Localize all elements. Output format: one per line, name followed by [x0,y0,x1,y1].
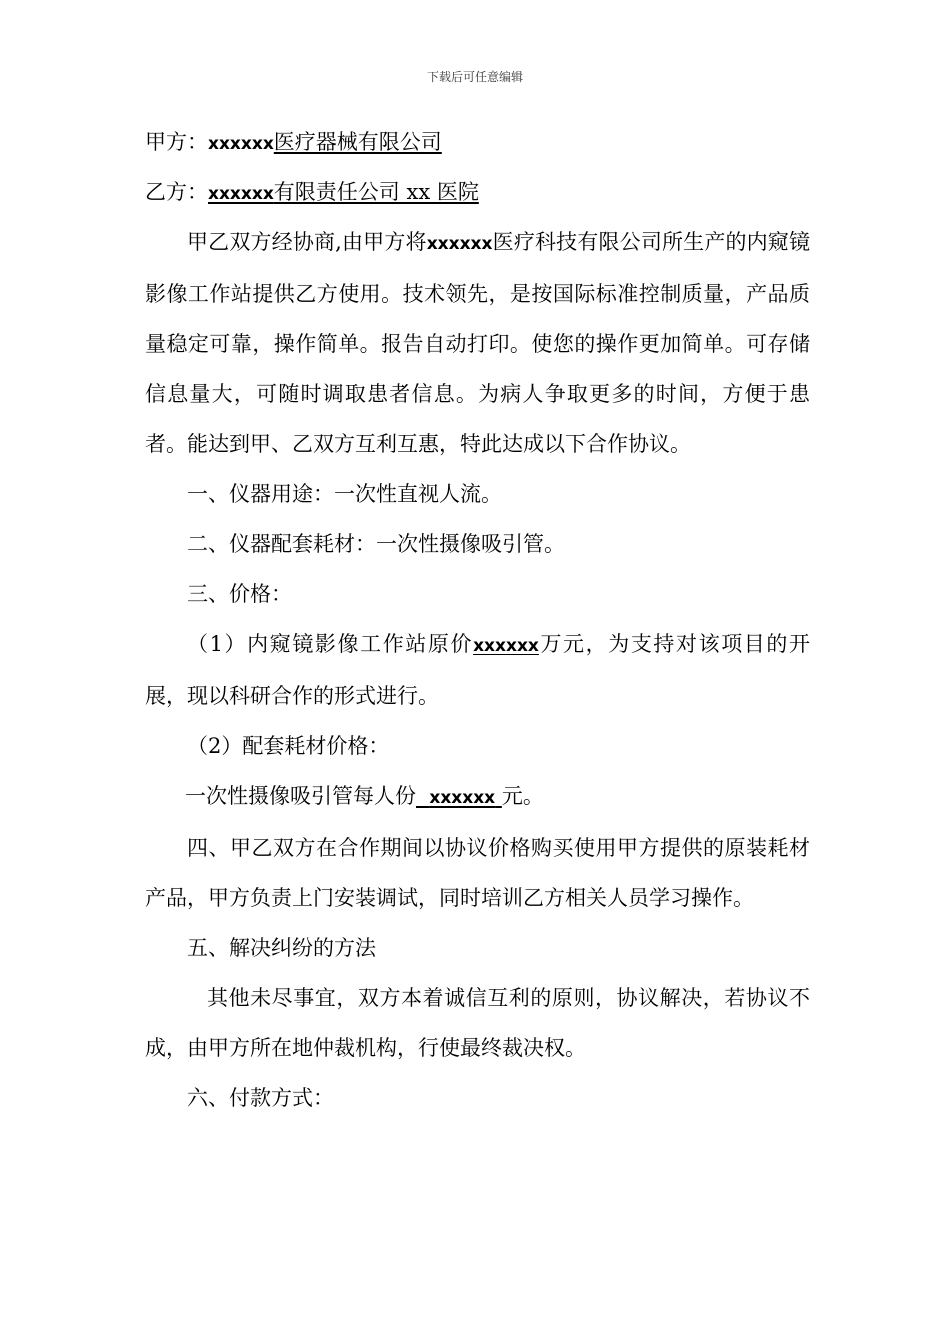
consumable-part2: 元。 [501,784,544,808]
party-b-line [145,180,810,204]
consumable-part1: 一次性摄像吸引管每人份 [185,784,416,808]
price-item-1-part1: （1）内窥镜影像工作站原价 [187,632,474,656]
intro-part1: 甲乙双方经协商,由甲方将 [187,230,427,254]
party-a-label: 甲方： [145,130,208,154]
party-a-name: 医疗器械有限公司 [273,130,442,154]
section-5-body: 其他未尽事宜，双方本着诚信互利的原则，协议解决，若协议不成，由甲方所在地仲裁机构，行使最终裁决权。 [145,986,810,1060]
section-6: 六、付款方式： [187,1086,334,1110]
section-3: 三、价格： [187,582,292,606]
party-b-name: 有限责任公司 xx 医院 [273,180,479,204]
section-1: 一、仪器用途：一次性直视人流。 [187,482,502,506]
section-2: 二、仪器配套耗材：一次性摄像吸引管。 [187,532,565,556]
document-body [145,130,810,1136]
price-item-2: （2）配套耗材价格： [187,734,390,758]
consumable-blank [416,771,502,823]
party-a-code: xxxxxx [208,134,274,154]
price-item-1-code: xxxxxx [473,636,539,656]
intro-part2: 医疗科技有限公司所生产的内窥镜影像工作站提供乙方使用。技术领先，是按国际标准控制质量，产品质量稳定可靠，操作简单。报告自动打印。使您的操作更加简单。可存储信息量大，可随时调取患者信息。为病人争取更多的时间，方便于患者。能达到甲、乙双方互利互惠，特此达成以下合作协议。 [145,230,810,456]
party-b-label: 乙方： [145,180,208,204]
section-4: 四、甲乙双方在合作期间以协议价格购买使用甲方提供的原装耗材产品，甲方负责上门安装调试，同时培训乙方相关人员学习操作。 [145,836,810,910]
party-b-code: xxxxxx [208,184,274,204]
intro-code: xxxxxx [426,234,493,254]
price-item-1-part2: 万元，为支持对该项目的开展，现以科研合作的形式进行。 [145,632,810,708]
party-a-line [145,130,810,154]
price-item-1 [145,619,810,721]
section-5: 五、解决纠纷的方法 [187,936,376,960]
page-header: 下载后可任意编辑 [426,70,523,84]
consumable-code: xxxxxx [429,788,496,808]
consumable-price-line [145,771,810,823]
party-b-underlined [208,180,479,204]
intro-paragraph [145,217,810,469]
